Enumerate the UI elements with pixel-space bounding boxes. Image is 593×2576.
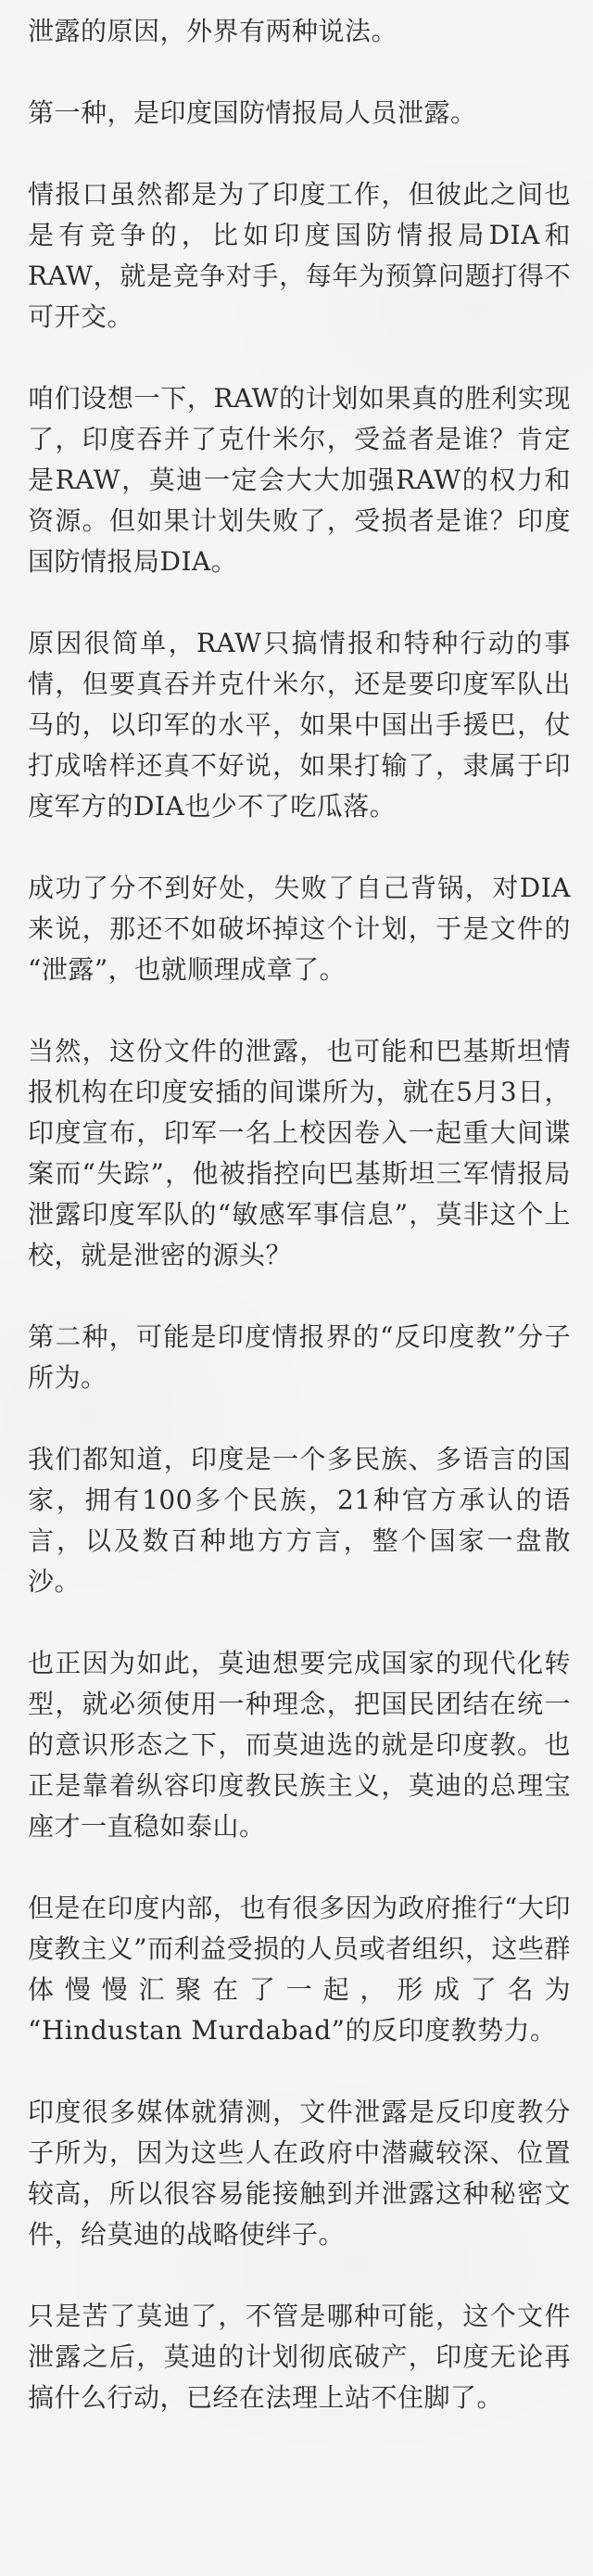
paragraph: 情报口虽然都是为了印度工作，但彼此之间也是有竞争的，比如印度国防情报局DIA和RAW，就是竞争对手，每年为预算问题打得不可开交。 [28, 179, 571, 332]
paragraph: 第二种，可能是印度情报界的“反印度教”分子所为。 [28, 1321, 571, 1393]
paragraph: 成功了分不到好处，失败了自己背锅，对DIA来说，那还不如破坏掉这个计划，于是文件的“泄露”，也就顺理成章了。 [28, 873, 571, 985]
paragraph: 我们都知道，印度是一个多民族、多语言的国家，拥有100多个民族，21种官方承认的语言，以及数百种地方方言，整个国家一盘散沙。 [28, 1444, 571, 1597]
paragraph: 但是在印度内部，也有很多因为政府推行“大印度教主义”而利益受损的人员或者组织，这些群体慢慢汇聚在了一起，形成了名为“Hindustan Murdabad”的反印度教势力。 [28, 1893, 571, 2046]
paragraph: 泄露的原因，外界有两种说法。 [28, 16, 398, 46]
paragraph: 咱们设想一下，RAW的计划如果真的胜利实现了，印度吞并了克什米尔，受益者是谁？肯定是RAW，莫迪一定会大大加强RAW的权力和资源。但如果计划失败了，受损者是谁？印度国防情报局DIA。 [28, 383, 571, 577]
paragraph: 印度很多媒体就猜测，文件泄露是反印度教分子所为，因为这些人在政府中潜藏较深、位置较高，所以很容易能接触到并泄露这种秘密文件，给莫迪的战略使绊子。 [28, 2097, 571, 2250]
paragraph: 只是苦了莫迪了，不管是哪种可能，这个文件泄露之后，莫迪的计划彻底破产，印度无论再搞什么行动，已经在法理上站不住脚了。 [28, 2301, 571, 2413]
paragraph: 当然，这份文件的泄露，也可能和巴基斯坦情报机构在印度安插的间谍所为，就在5月3日，印度宣布，印军一名上校因卷入一起重大间谍案而“失踪”，他被指控向巴基斯坦三军情报局泄露印度军队的“敏感军事信息”，莫非这个上校，就是泄密的源头？ [28, 1036, 571, 1270]
paragraph: 原因很简单，RAW只搞情报和特种行动的事情，但要真吞并克什米尔，还是要印度军队出马的，以印军的水平，如果中国出手援巴，仗打成啥样还真不好说，如果打输了，隶属于印度军方的DIA也少不了吃瓜落。 [28, 628, 571, 822]
paragraph: 也正因为如此，莫迪想要完成国家的现代化转型，就必须使用一种理念，把国民团结在统一的意识形态之下，而莫迪选的就是印度教。也正是靠着纵容印度教民族主义，莫迪的总理宝座才一直稳如泰山。 [28, 1648, 571, 1842]
paragraph: 第一种，是印度国防情报局人员泄露。 [28, 97, 477, 128]
